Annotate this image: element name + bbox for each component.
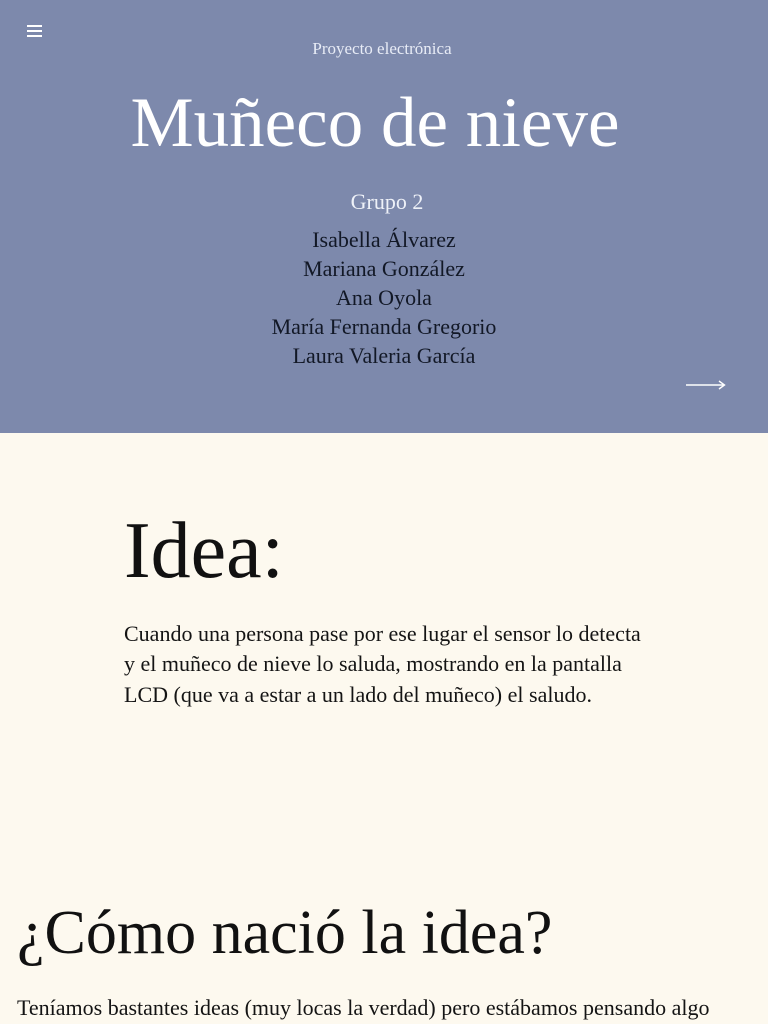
member-name: María Fernanda Gregorio — [271, 314, 497, 339]
member-name: Mariana González — [303, 256, 465, 281]
member-list — [0, 225, 768, 370]
idea-heading: Idea: — [124, 507, 284, 595]
idea-paragraph: Cuando una persona pase por ese lugar el sensor lo detecta y el muñeco de nieve lo saluda, mostrando en la pantalla LCD (que va a estar a un lado del muñeco) el saludo. — [124, 621, 641, 707]
group-label: Grupo 2 — [350, 189, 424, 214]
member-name: Laura Valeria García — [292, 343, 476, 368]
origin-paragraph: Teníamos bastantes ideas (muy locas la verdad) pero estábamos pensando algo — [17, 995, 710, 1020]
member-name: Isabella Álvarez — [312, 227, 456, 252]
project-kicker: Proyecto electrónica — [312, 39, 452, 58]
page-title: Muñeco de nieve — [130, 84, 620, 162]
arrow-right-icon[interactable] — [686, 376, 726, 394]
hero-banner — [0, 0, 768, 433]
member-name: Ana Oyola — [336, 285, 432, 310]
origin-heading: ¿Cómo nació la idea? — [17, 899, 553, 967]
